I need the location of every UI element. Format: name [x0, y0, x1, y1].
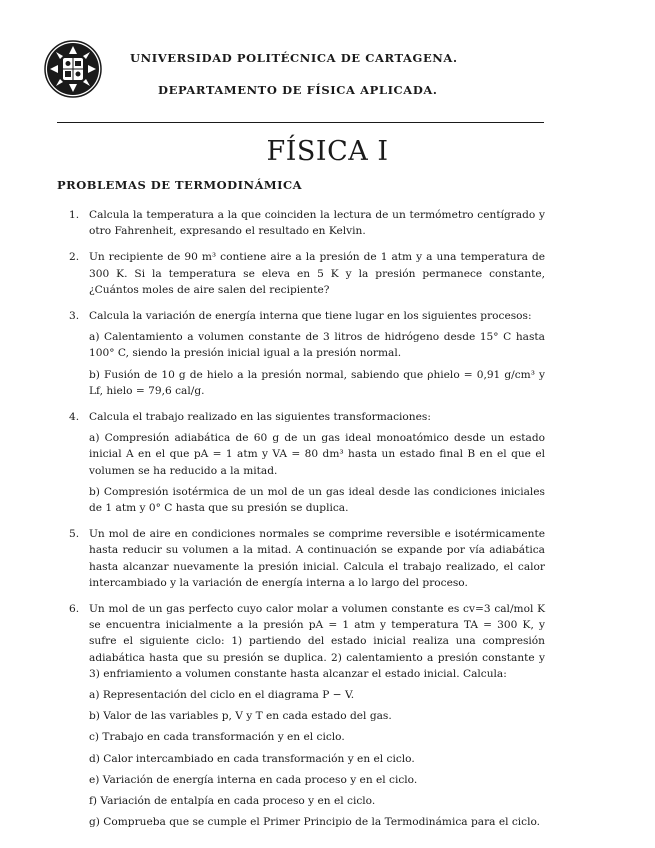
problem-item-b: b) Valor de las variables p, V y T en cada estado del gas. [89, 710, 392, 723]
problem-item-e: e) Variación de energía interna en cada proceso y en el ciclo. [89, 773, 418, 786]
problem-text: Un mol de un gas perfecto cuyo calor molar a volumen constante es cv=3 cal/mol K se encuentra inicialmente a la presión pA = 1 atm y temperatura TA = 300 K, y sufre el siguiente ciclo: 1) partiendo del estado inicial realiza una compresión adiabática hasta que su presión se duplica. 2) calentamiento a presión constante y 3) enfriamiento a volumen constante hasta alcanzar el estado inicial. Calcula: [89, 603, 545, 680]
department-name: DEPARTAMENTO DE FÍSICA APLICADA. [158, 83, 438, 97]
university-name: UNIVERSIDAD POLITÉCNICA DE CARTAGENA. [130, 51, 458, 65]
page-title: FÍSICA I [266, 136, 389, 167]
problem-4 [57, 409, 545, 516]
problem-subpart-a: a) Compresión adiabática de 60 g de un gas ideal monoatómico desde un estado inicial A en el que pA = 1 atm y VA = 80 dm³ hasta un estado final B en el que el volumen se ha reducido a la mitad. [89, 432, 545, 477]
problem-1 [57, 207, 545, 239]
problem-subpart-b: b) Compresión isotérmica de un mol de un gas ideal desde las condiciones iniciales de 1 atm y 0° C hasta que su presión se duplica. [89, 485, 545, 515]
problem-number: 1. [69, 209, 80, 221]
problem-number: 3. [69, 310, 80, 323]
problem-text: Calcula la variación de energía interna que tiene lugar en los siguientes procesos: [89, 310, 532, 323]
problem-item-c: c) Trabajo en cada transformación y en el ciclo. [89, 731, 345, 744]
problem-text: Calcula el trabajo realizado en las siguientes transformaciones: [89, 411, 431, 424]
problem-text: Un recipiente de 90 m³ contiene aire a la presión de 1 atm y a una temperatura de 300 K. Si la temperatura se eleva en 5 K y la presión permanece constante, ¿Cuántos moles de aire salen del recipiente? [89, 251, 545, 296]
problem-text: Un mol de aire en condiciones normales se comprime reversible e isotérmicamente hasta reducir su volumen a la mitad. A continuación se expande por vía adiabática hasta alcanzar nuevamente la presión inicial. Calcula el trabajo realizado, el calor intercambiado y la variación de energía interna a lo largo del proceso. [89, 528, 545, 589]
university-logo-icon [44, 40, 102, 98]
problem-list [57, 207, 545, 841]
problem-item-a: a) Representación del ciclo en el diagrama P − V. [89, 689, 355, 702]
problem-6 [57, 601, 545, 830]
problem-number: 5. [69, 528, 80, 541]
problem-item-f: f) Variación de entalpía en cada proceso y en el ciclo. [89, 795, 376, 808]
section-title: PROBLEMAS DE TERMODINÁMICA [57, 178, 303, 192]
problem-2 [57, 249, 545, 298]
problem-text: Calcula la temperatura a la que coinciden la lectura de un termómetro centígrado y otro Fahrenheit, expresando el resultado en Kelvin. [89, 209, 545, 238]
problem-number: 6. [69, 603, 80, 616]
problem-5 [57, 526, 545, 591]
problem-3 [57, 308, 545, 399]
problem-subpart-a: a) Calentamiento a volumen constante de 3 litros de hidrógeno desde 15° C hasta 100° C, siendo la presión inicial igual a la presión normal. [89, 331, 545, 360]
problem-number: 2. [69, 251, 80, 264]
problem-item-g: g) Comprueba que se cumple el Primer Principio de la Termodinámica para el ciclo. [89, 816, 541, 829]
header-divider [57, 122, 544, 123]
problem-item-d: d) Calor intercambiado en cada transformación y en el ciclo. [89, 752, 415, 765]
problem-subpart-b: b) Fusión de 10 g de hielo a la presión normal, sabiendo que ρhielo = 0,91 g/cm³ y Lf, hielo = 79,6 cal/g. [89, 368, 545, 397]
problem-number: 4. [69, 411, 80, 424]
